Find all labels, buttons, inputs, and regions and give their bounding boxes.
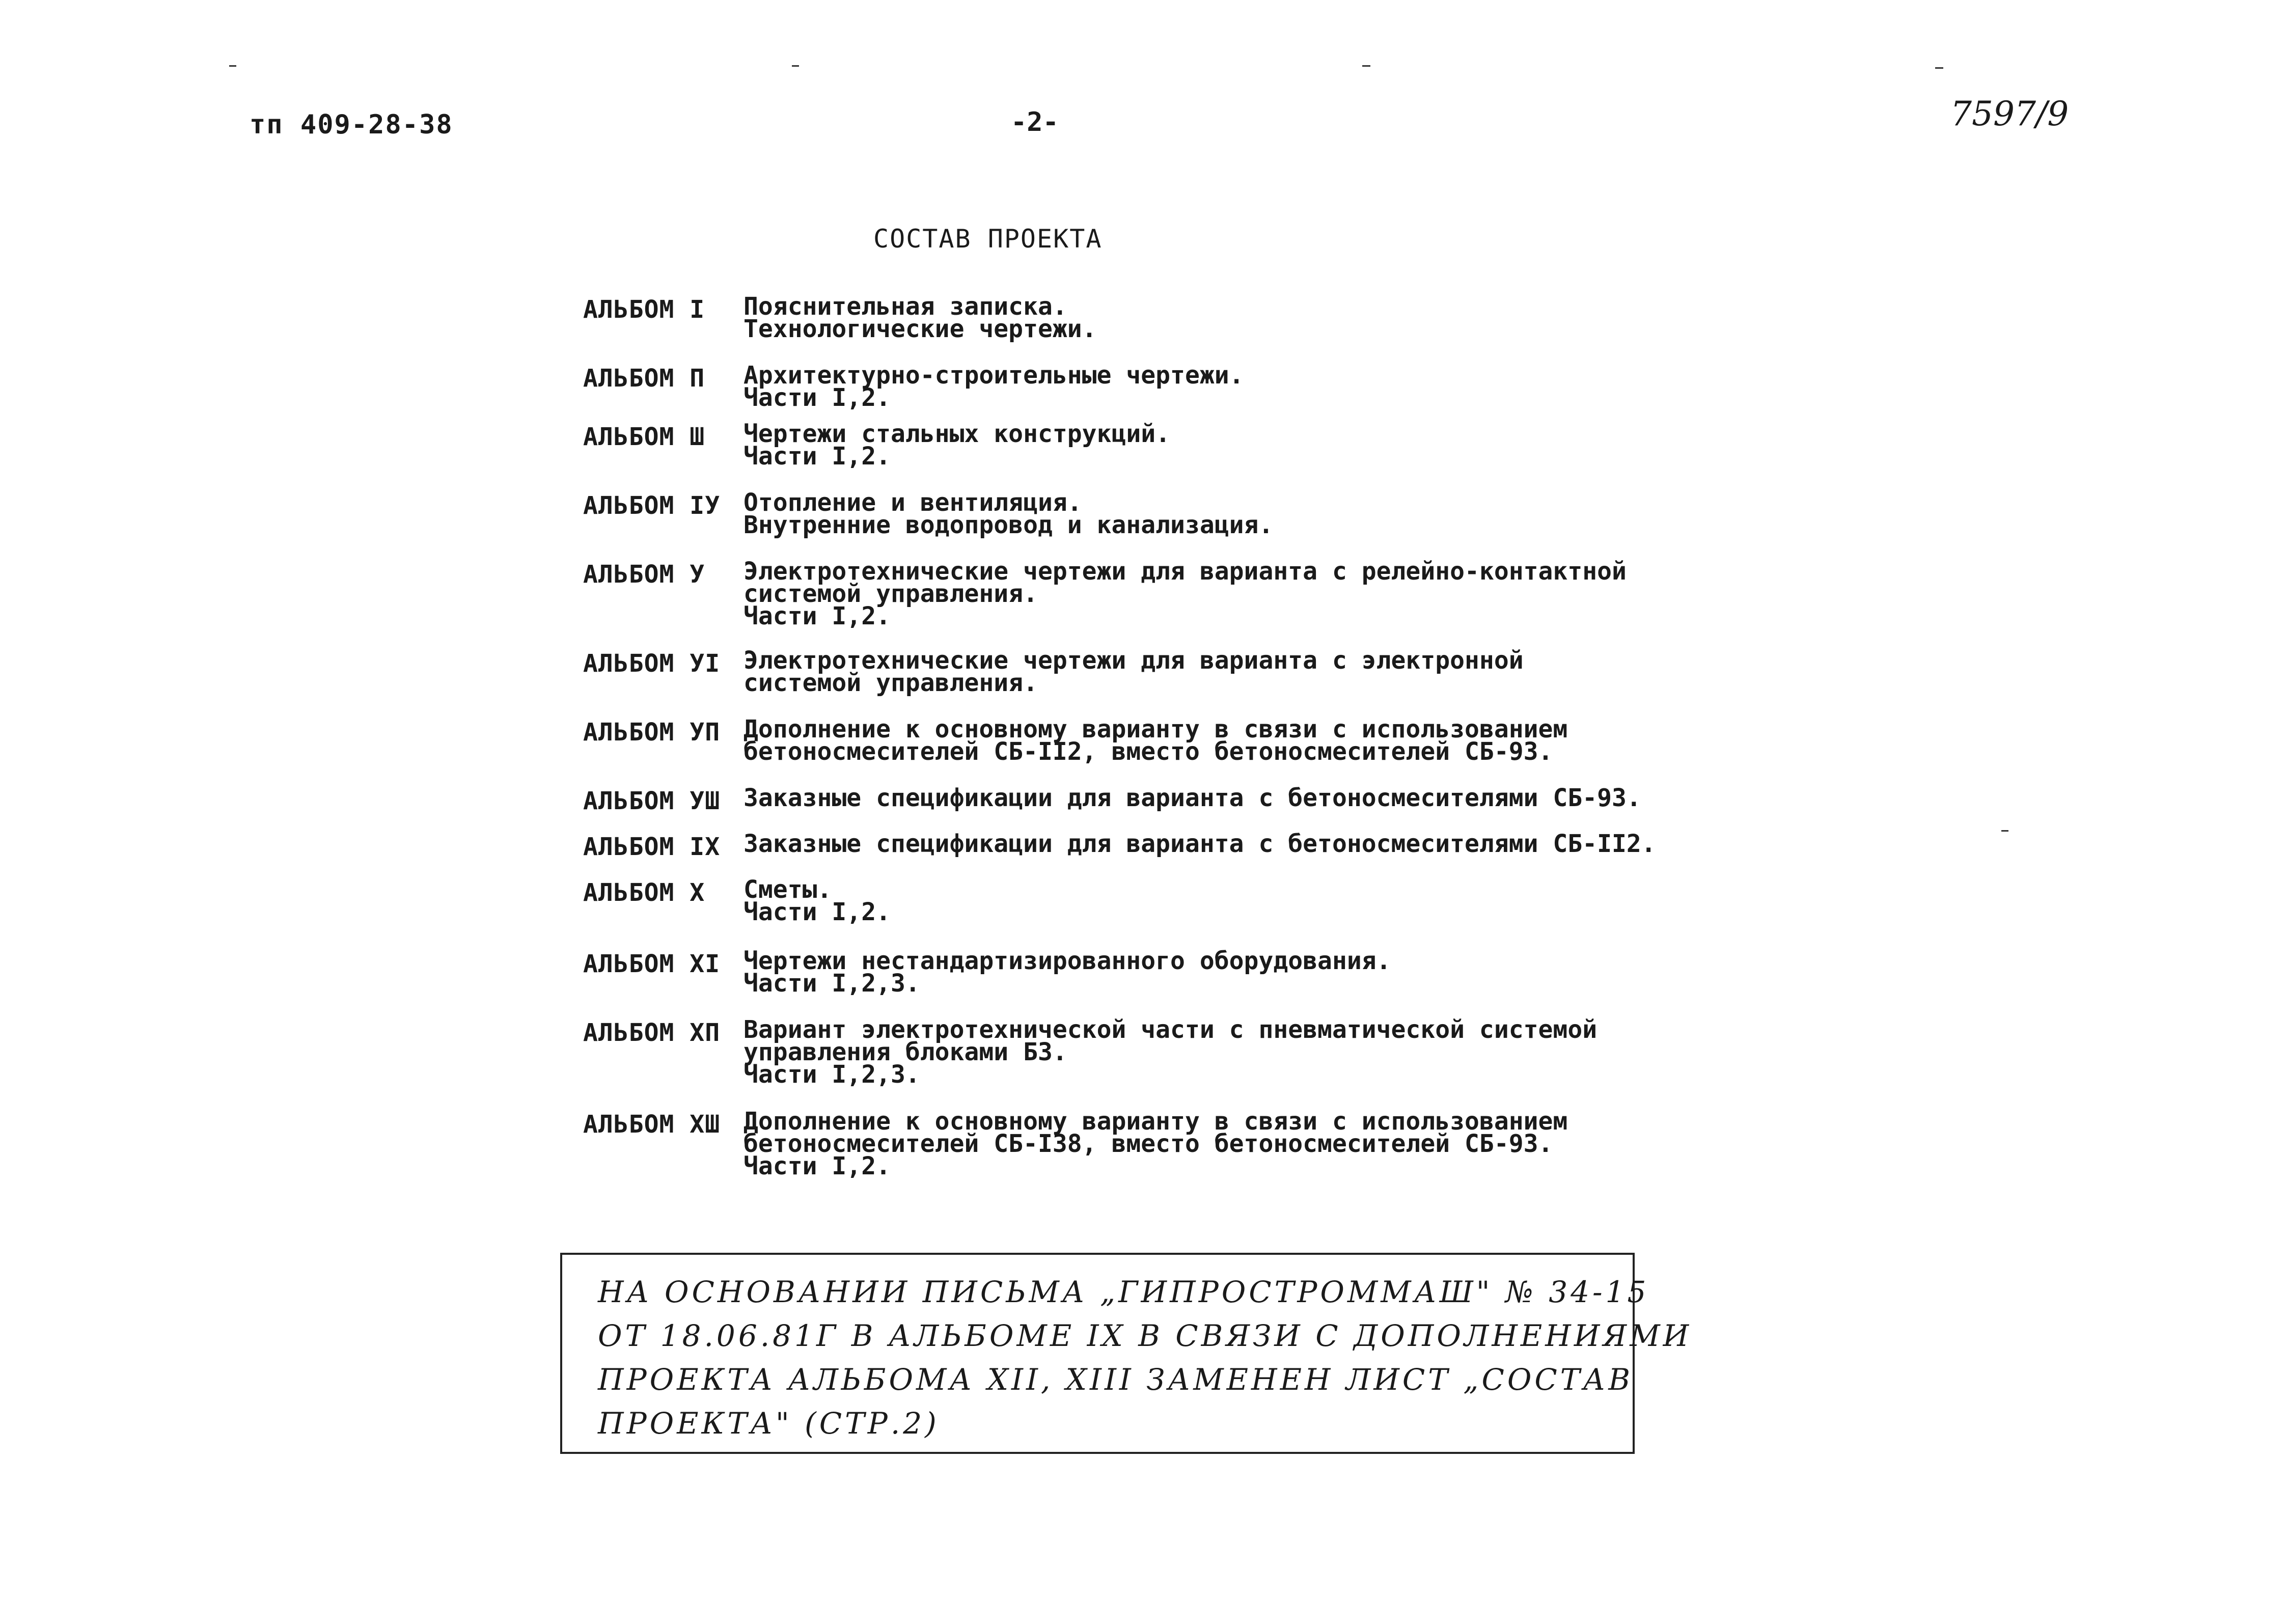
album-description-line: Части I,2. bbox=[743, 602, 891, 630]
scan-speck bbox=[229, 65, 236, 67]
album-label: АЛЬБОМ П bbox=[583, 364, 705, 393]
album-label: АЛЬБОМ XI bbox=[583, 950, 721, 978]
album-description-line: системой управления. bbox=[743, 580, 1038, 608]
revision-note-line: ПРОЕКТА" (СТР.2) bbox=[598, 1406, 940, 1441]
album-label: АЛЬБОМ УП bbox=[583, 718, 721, 747]
album-description-line: Электротехнические чертежи для варианта с релейно-контактной bbox=[743, 557, 1627, 586]
album-description-line: Вариант электротехнической части с пневматической системой bbox=[743, 1015, 1598, 1044]
album-description bbox=[743, 646, 1711, 697]
album-label: АЛЬБОМ XШ bbox=[583, 1110, 721, 1139]
album-description-line: Части I,2. bbox=[743, 442, 891, 471]
revision-note-box bbox=[560, 1253, 1692, 1454]
album-label: АЛЬБОМ УI bbox=[583, 649, 721, 678]
album-description-line: Электротехнические чертежи для варианта с электронной bbox=[743, 646, 1524, 675]
album-label: АЛЬБОМ У bbox=[583, 560, 705, 589]
scan-speck bbox=[792, 65, 799, 67]
album-label: АЛЬБОМ УШ bbox=[583, 787, 721, 815]
scan-speck bbox=[2001, 830, 2008, 832]
album-description-line: Чертежи нестандартизированного оборудования. bbox=[743, 947, 1391, 975]
album-description-line: Пояснительная записка. bbox=[743, 292, 1067, 321]
page-number: -2- bbox=[1011, 107, 1059, 137]
album-label: АЛЬБОМ I bbox=[583, 295, 705, 324]
album-description bbox=[743, 715, 1711, 766]
album-description-line: Заказные спецификации для варианта с бетоносмесителями СБ-II2. bbox=[743, 830, 1656, 858]
album-description bbox=[743, 361, 1711, 412]
album-description-line: Заказные спецификации для варианта с бетоносмесителями СБ-93. bbox=[743, 784, 1641, 812]
album-description-line: Части I,2,3. bbox=[743, 1060, 920, 1089]
album-description-line: системой управления. bbox=[743, 669, 1038, 697]
revision-note-line: НА ОСНОВАНИИ ПИСЬМА „ГИПРОСТРОММАШ" № 34-15 bbox=[598, 1275, 1649, 1309]
revision-note-line: ПРОЕКТА АЛЬБОМА XII, XIII ЗАМЕНЕН ЛИСТ „СОСТАВ bbox=[598, 1362, 1633, 1397]
scan-speck bbox=[1935, 67, 1943, 69]
album-description bbox=[743, 947, 1711, 998]
album-description bbox=[743, 420, 1711, 471]
document-title: СОСТАВ ПРОЕКТА bbox=[873, 224, 1103, 254]
album-description-line: Технологические чертежи. bbox=[743, 315, 1097, 343]
album-description-line: Архитектурно-строительные чертежи. bbox=[743, 361, 1244, 390]
album-description bbox=[743, 488, 1711, 539]
scan-speck bbox=[1362, 65, 1370, 67]
album-description bbox=[743, 1015, 1711, 1089]
album-description-line: Части I,2. bbox=[743, 898, 891, 926]
album-description bbox=[743, 875, 1711, 926]
album-description-line: Сметы. bbox=[743, 875, 832, 904]
album-description-line: бетоносмесителей СБ-I38, вместо бетоносмесителей СБ-93. bbox=[743, 1130, 1553, 1158]
album-description-line: Отопление и вентиляция. bbox=[743, 488, 1082, 517]
album-label: АЛЬБОМ XП bbox=[583, 1019, 721, 1047]
album-description-line: Чертежи стальных конструкций. bbox=[743, 420, 1171, 448]
album-description-line: Части I,2,3. bbox=[743, 969, 920, 998]
revision-note-text bbox=[598, 1270, 1692, 1445]
album-description-line: Дополнение к основному варианту в связи с использованием bbox=[743, 715, 1568, 744]
album-label: АЛЬБОМ IX bbox=[583, 833, 721, 861]
album-description bbox=[743, 1107, 1711, 1180]
album-description-line: Части I,2. bbox=[743, 383, 891, 412]
album-description bbox=[743, 830, 1711, 858]
album-description bbox=[743, 784, 1711, 812]
album-description-line: Внутренние водопровод и канализация. bbox=[743, 511, 1274, 539]
album-description-line: Дополнение к основному варианту в связи с использованием bbox=[743, 1107, 1568, 1136]
handwritten-inventory-number: 7597/9 bbox=[1950, 94, 2069, 133]
album-description bbox=[743, 557, 1711, 630]
album-label: АЛЬБОМ X bbox=[583, 878, 705, 907]
album-description bbox=[743, 292, 1711, 343]
album-description-line: управления блоками Б3. bbox=[743, 1038, 1067, 1066]
album-description-line: бетоносмесителей СБ-II2, вместо бетоносмесителей СБ-93. bbox=[743, 737, 1553, 766]
document-code: тп 409-28-38 bbox=[250, 109, 453, 140]
album-label: АЛЬБОМ IУ bbox=[583, 491, 721, 520]
revision-note-line: ОТ 18.06.81Г В АЛЬБОМЕ IX В СВЯЗИ С ДОПОЛНЕНИЯМИ bbox=[598, 1318, 1692, 1353]
album-description-line: Части I,2. bbox=[743, 1152, 891, 1180]
album-label: АЛЬБОМ Ш bbox=[583, 423, 705, 451]
